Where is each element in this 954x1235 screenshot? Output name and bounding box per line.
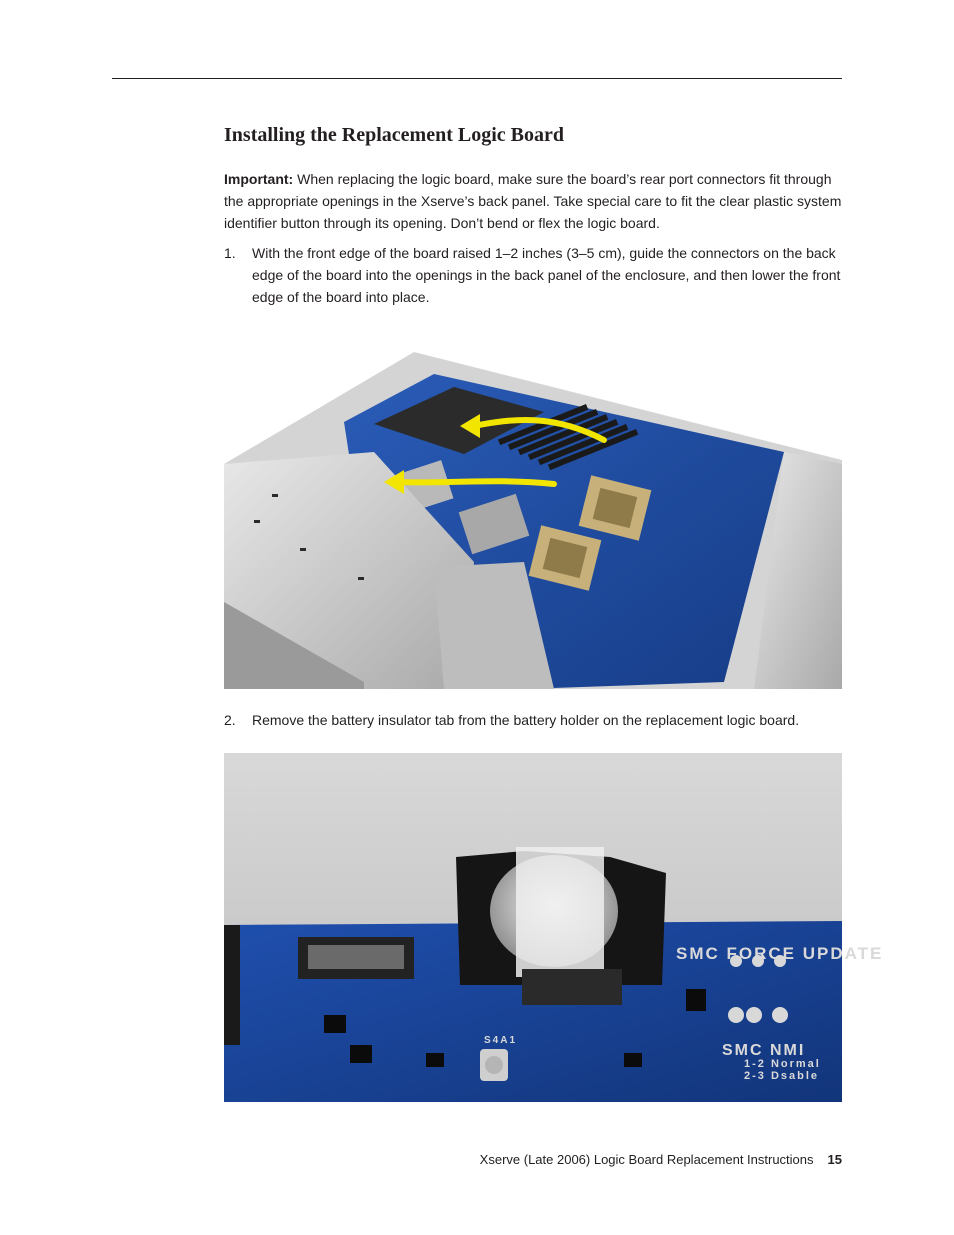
step-text: Remove the battery insulator tab from the battery holder on the replacement logic board. xyxy=(252,712,800,728)
page-footer xyxy=(480,1152,842,1167)
battery-insulator-photo xyxy=(224,753,884,1102)
logic-board-illustration xyxy=(224,352,842,689)
smc-force-update-label: SMC FORCE UPDATE xyxy=(676,944,884,963)
step-1 xyxy=(224,242,842,308)
smc-nmi-label: SMC NMI xyxy=(722,1042,806,1059)
important-text: When replacing the logic board, make sure the board’s rear port connectors fit through the appropriate openings in the Xserve’s back panel. Take special care to fit the clear plastic system identifier button through its opening. Don’t bend or flex the logic board. xyxy=(224,171,842,231)
step-number: 2. xyxy=(224,712,236,728)
step-2 xyxy=(224,709,842,731)
logic-board-install-photo xyxy=(224,352,842,689)
section-heading: Installing the Replacement Logic Board xyxy=(224,124,564,146)
important-label: Important: xyxy=(224,171,294,187)
step-text: With the front edge of the board raised 1–2 inches (3–5 cm), guide the connectors on the back edge of the board into the openings in the back panel of the enclosure, and then lower the front edge of the board into place. xyxy=(252,245,841,305)
s4a1-label: S4A1 xyxy=(484,1035,518,1046)
dsable-label: 2-3 Dsable xyxy=(744,1070,820,1082)
page-number: 15 xyxy=(827,1152,842,1167)
header-rule xyxy=(112,78,842,79)
step-number: 1. xyxy=(224,245,236,261)
important-note xyxy=(224,168,842,234)
battery-illustration xyxy=(224,753,884,1102)
footer-doc-title: Xserve (Late 2006) Logic Board Replacement Instructions xyxy=(479,1152,814,1167)
normal-label: 1-2 Normal xyxy=(744,1058,821,1070)
